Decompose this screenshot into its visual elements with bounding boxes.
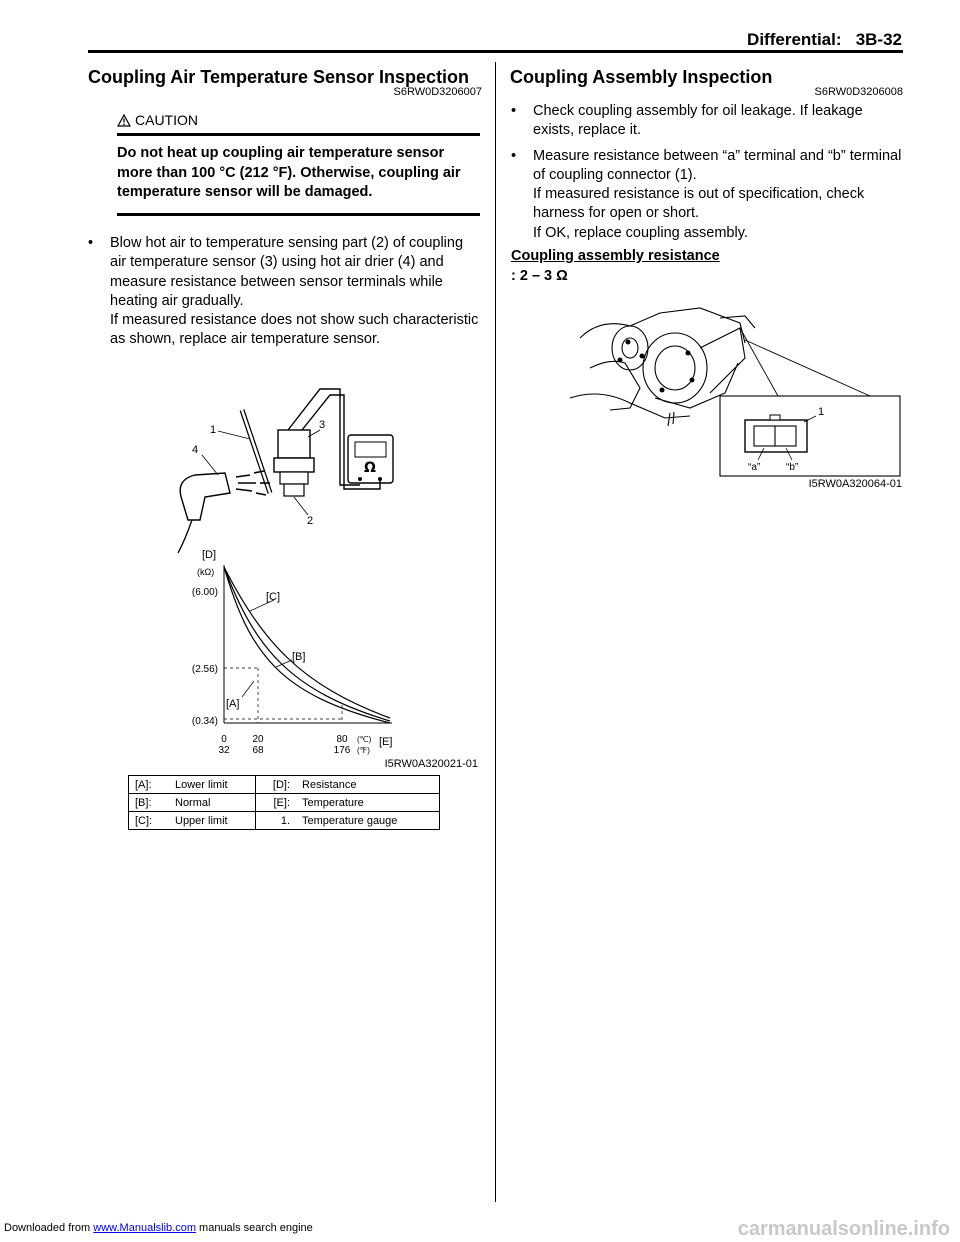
caution-box — [117, 133, 480, 216]
left-bullet-text: Blow hot air to temperature sensing part (2) of coupling air temperature sensor (3) using hot air drier (4) and measure resistance between sensor terminals while heating air gradually. — [110, 235, 464, 309]
x-unit-celsius: (℃) — [357, 735, 372, 744]
legend-key: [B]: — [129, 794, 170, 812]
sensor-test-illustration — [170, 375, 400, 555]
spec-title: Coupling assembly resistance — [511, 248, 720, 264]
legend-row — [129, 794, 440, 812]
legend-key: 1. — [256, 812, 297, 830]
right-bullet-1: • Check coupling assembly for oil leakage. If leakage exists, replace it. — [511, 102, 903, 141]
manualslib-link[interactable]: www.Manualslib.com — [93, 1222, 196, 1234]
y-axis-unit: (kΩ) — [197, 567, 215, 577]
connector-callout-1: 1 — [818, 406, 825, 418]
left-section-code: S6RW0D3206007 — [393, 86, 482, 98]
column-divider — [495, 62, 496, 1202]
section-title: Differential: — [747, 30, 842, 49]
ohm-symbol: Ω — [364, 460, 376, 476]
footer-prefix: Downloaded from — [4, 1222, 94, 1234]
ohmmeter-display — [355, 442, 386, 457]
caution-text: Do not heat up coupling air temperature sensor more than 100 °C (212 °F). Otherwise, coupling air temperature sensor will be damaged. — [117, 145, 461, 200]
x-tick-f-0: 32 — [218, 745, 230, 756]
coupling-connector-illustration — [570, 298, 905, 488]
right-bullet-2-cont-1: If measured resistance is out of specification, check harness for open or short. — [533, 186, 865, 222]
right-figure-id: I5RW0A320064-01 — [808, 478, 902, 490]
right-bullet-2-cont-2: If OK, replace coupling assembly. — [533, 224, 748, 241]
sensor-connector — [278, 430, 310, 458]
legend-row — [129, 812, 440, 830]
terminal-a-label: “a” — [748, 462, 761, 473]
legend-value: Resistance — [296, 776, 439, 794]
legend-value: Lower limit — [169, 776, 256, 794]
legend-value: Normal — [169, 794, 256, 812]
callout-3: 3 — [319, 419, 326, 431]
right-bullet-2-text: Measure resistance between “a” terminal and “b” terminal of coupling connector (1). — [533, 147, 902, 183]
callout-1: 1 — [210, 424, 217, 436]
sensor-hex — [274, 458, 314, 472]
left-figure-id: I5RW0A320021-01 — [384, 758, 478, 770]
curve-normal — [224, 567, 390, 721]
resistance-temperature-graph — [180, 545, 480, 757]
right-bullet-1-text: Check coupling assembly for oil leakage. If leakage exists, replace it. — [533, 103, 863, 139]
curve-label-b: [B] — [292, 651, 306, 663]
legend-key: [C]: — [129, 812, 170, 830]
download-footer — [4, 1222, 313, 1234]
x-unit-fahrenheit: (℉) — [357, 746, 370, 755]
x-tick-c-1: 20 — [252, 734, 264, 745]
page-number: 3B-32 — [855, 30, 902, 49]
curve-label-c: [C] — [266, 591, 281, 603]
right-section-code: S6RW0D3206008 — [814, 86, 903, 98]
right-bullets — [511, 102, 903, 243]
legend-key: [E]: — [256, 794, 297, 812]
curve-label-a: [A] — [226, 698, 240, 710]
x-axis-label: [E] — [379, 736, 393, 748]
legend-value: Upper limit — [169, 812, 256, 830]
right-section-title: Coupling Assembly Inspection — [510, 67, 773, 87]
caution-label: CAUTION — [135, 112, 198, 128]
terminal-b-label: “b” — [786, 462, 799, 473]
curve-lower-limit — [224, 567, 390, 723]
y-tick-mid: (2.56) — [191, 664, 218, 675]
legend-key: [D]: — [256, 776, 297, 794]
watermark: carmanualsonline.info — [737, 1218, 950, 1240]
figure-legend-table — [128, 775, 440, 830]
footer-suffix: manuals search engine — [195, 1222, 313, 1234]
caution-heading — [117, 112, 198, 128]
y-tick-high: (6.00) — [191, 587, 218, 598]
callout-4: 4 — [192, 444, 199, 456]
left-bullet: • Blow hot air to temperature sensing part (2) of coupling air temperature sensor (3) using hot air drier (4) and measure resistance between sensor terminals while heating air gradually. If measured resistance does not show such characteristic as shown, replace air temperature sensor. — [88, 234, 483, 350]
callout-2: 2 — [307, 515, 314, 527]
page-header — [747, 30, 902, 50]
x-tick-f-2: 176 — [333, 745, 351, 756]
legend-row — [129, 776, 440, 794]
header-rule — [88, 50, 903, 53]
y-axis-label: [D] — [202, 549, 217, 561]
warning-triangle-icon — [117, 114, 131, 127]
left-bullet-continuation: If measured resistance does not show such characteristic as shown, replace air temperature sensor. — [110, 312, 479, 348]
caution-bottom-rule — [117, 213, 480, 216]
legend-value: Temperature — [296, 794, 439, 812]
spec-value: : 2 – 3 Ω — [511, 268, 568, 284]
y-tick-low: (0.34) — [191, 716, 218, 727]
legend-value: Temperature gauge — [296, 812, 439, 830]
x-tick-c-2: 80 — [336, 734, 348, 745]
legend-key: [A]: — [129, 776, 170, 794]
x-tick-f-1: 68 — [252, 745, 264, 756]
curve-upper-limit — [224, 567, 390, 718]
sensing-part — [284, 484, 304, 496]
hot-air-drier — [180, 473, 230, 520]
left-section-title: Coupling Air Temperature Sensor Inspection — [88, 67, 470, 87]
x-tick-c-0: 0 — [221, 734, 227, 745]
right-bullet-2: • Measure resistance between “a” terminal and “b” terminal of coupling connector (1). If measured resistance is out of specification, check harness for open or short. If OK, replace coupling assembly. — [511, 147, 903, 243]
